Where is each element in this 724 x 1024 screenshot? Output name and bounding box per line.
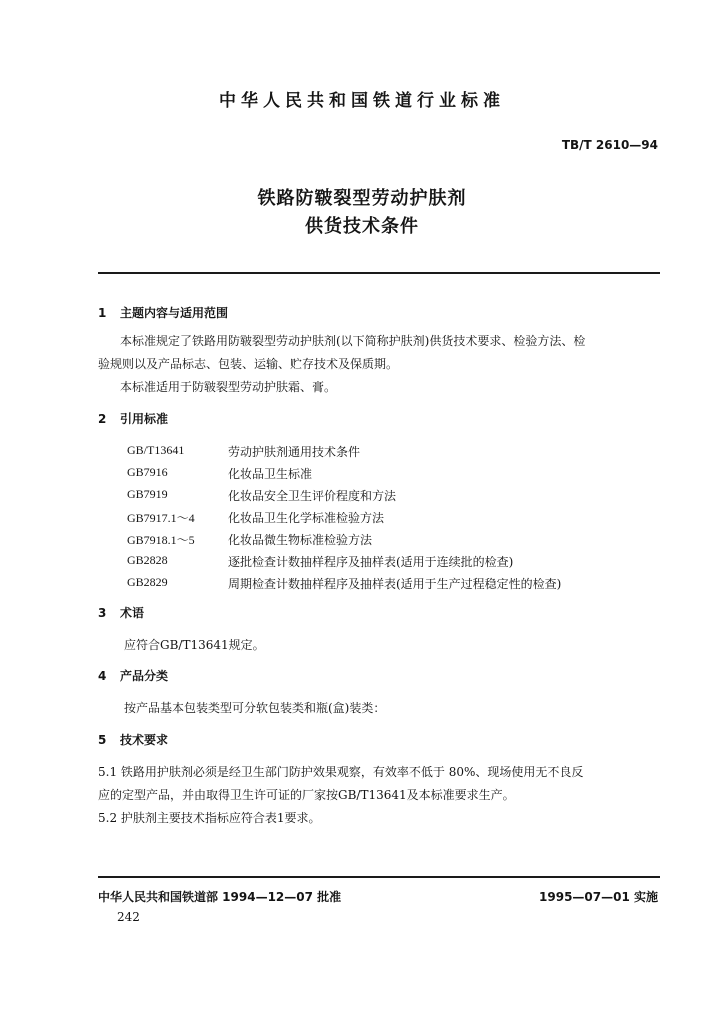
reference-code: GB2828 — [127, 553, 168, 567]
section-1-paragraph-1-line-2: 验规则以及产品标志、包装、运输、贮存技术及保质期。 — [98, 357, 399, 371]
reference-title: 化妆品卫生化学标准检验方法 — [228, 511, 385, 525]
section-number: 1 — [98, 306, 107, 320]
reference-code: GB7918.1～5 — [127, 533, 195, 547]
section-title: 技术要求 — [120, 733, 169, 747]
document-title-line-1: 铁路防皲裂型劳动护肤剂 — [257, 188, 467, 209]
section-number: 3 — [98, 606, 107, 620]
section-1-paragraph-1-line-1: 本标准规定了铁路用防皲裂型劳动护肤剂(以下简称护肤剂)供货技术要求、检验方法、检 — [120, 334, 586, 348]
section-title: 引用标准 — [120, 412, 169, 426]
section-number: 2 — [98, 412, 107, 426]
section-number: 5 — [98, 733, 107, 747]
reference-code: GB/T13641 — [127, 443, 185, 457]
section-number: 4 — [98, 669, 107, 683]
section-title: 术语 — [120, 606, 145, 620]
page-number: 242 — [117, 910, 140, 924]
approval-statement: 中华人民共和国铁道部 1994—12—07 批准 — [98, 890, 342, 904]
standard-number: TB/T 2610—94 — [561, 138, 658, 152]
reference-title: 化妆品卫生标准 — [228, 467, 313, 481]
clause-5-2: 5.2 护肤剂主要技术指标应符合表1要求。 — [98, 811, 321, 825]
section-4-paragraph: 按产品基本包装类型可分软包装类和瓶(盒)装类： — [124, 701, 386, 715]
section-3-paragraph: 应符合GB/T13641规定。 — [124, 638, 265, 652]
reference-title: 化妆品安全卫生评价程度和方法 — [228, 489, 397, 503]
section-4-heading — [98, 667, 168, 684]
reference-title: 劳动护肤剂通用技术条件 — [228, 445, 361, 459]
reference-code: GB2829 — [127, 575, 168, 589]
section-title: 主题内容与适用范围 — [120, 306, 229, 320]
section-title: 产品分类 — [120, 669, 169, 683]
clause-5-1-line-1: 5.1 铁路用护肤剂必须是经卫生部门防护效果观察，有效率不低于 80%、现场使用无不良反 — [98, 765, 584, 779]
section-1-heading — [98, 304, 228, 321]
reference-title: 周期检查计数抽样程序及抽样表(适用于生产过程稳定性的检查) — [228, 577, 562, 591]
reference-title: 逐批检查计数抽样程序及抽样表(适用于连续批的检查) — [228, 555, 514, 569]
clause-5-1-line-2: 应的定型产品，并由取得卫生许可证的厂家按GB/T13641及本标准要求生产。 — [98, 788, 515, 802]
reference-code: GB7917.1～4 — [127, 511, 195, 525]
section-1-paragraph-2: 本标准适用于防皲裂型劳动护肤霜、膏。 — [120, 380, 337, 394]
reference-code: GB7916 — [127, 465, 168, 479]
reference-code: GB7919 — [127, 487, 168, 501]
standard-category-title: 中华人民共和国铁道行业标准 — [219, 91, 505, 111]
section-2-heading — [98, 410, 168, 427]
section-3-heading — [98, 604, 144, 621]
title-divider — [98, 272, 660, 274]
section-5-heading — [98, 731, 168, 748]
document-title-line-2: 供货技术条件 — [305, 216, 419, 237]
footer-divider — [98, 876, 660, 878]
reference-title: 化妆品微生物标准检验方法 — [228, 533, 373, 547]
implementation-date: 1995—07—01 实施 — [539, 890, 658, 904]
